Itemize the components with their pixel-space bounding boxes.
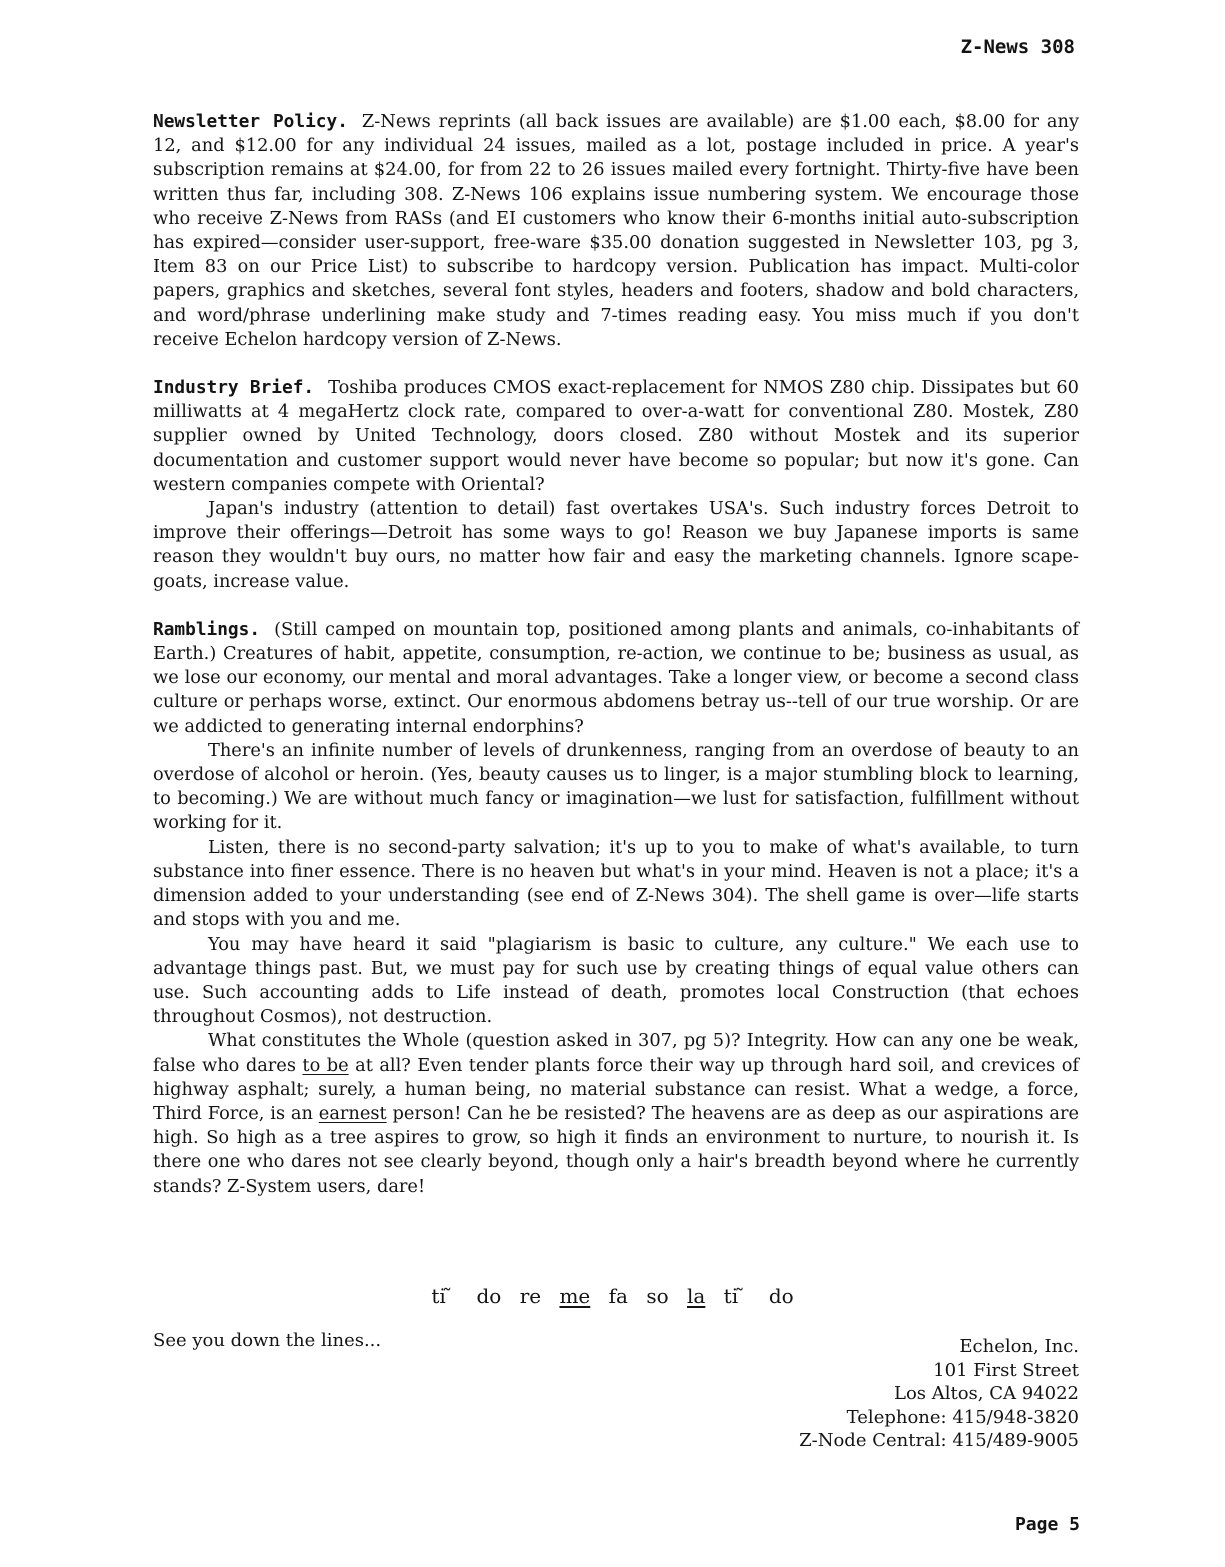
newsletter-body bbox=[153, 110, 1079, 1223]
solfege-syllable: ti ̃ bbox=[431, 1284, 459, 1308]
underlined-phrase: to be bbox=[302, 1054, 349, 1076]
solfege-syllable: do bbox=[476, 1284, 502, 1308]
page-number: Page 5 bbox=[1014, 1514, 1080, 1535]
solfege-syllable: re bbox=[519, 1284, 542, 1308]
ramblings-section bbox=[153, 618, 1079, 1199]
ramblings-paragraph-3: Listen, there is no second-party salvation; it's up to you to make of what's available, to turn substance into finer essence. There is no heaven but what's in your mind. Heaven is not a place; it's a dimension added to your understanding (see end of Z-News 304). The shell game is over—life starts and stops with you and me. bbox=[153, 836, 1079, 931]
ramblings-paragraph-4: You may have heard it said "plagiarism is basic to culture, any culture." We each use to advantage things past. But, we must pay for such use by creating things of equal value others can use. Such accounting adds to Life instead of death, promotes local Construction (that echoes throughout Cosmos), not destruction. bbox=[153, 933, 1079, 1028]
company-name: Echelon, Inc. bbox=[959, 1336, 1079, 1357]
znode-phone: Z-Node Central: 415/489-9005 bbox=[799, 1430, 1079, 1451]
telephone: Telephone: 415/948-3820 bbox=[846, 1406, 1079, 1428]
solfege-syllable: do bbox=[768, 1284, 794, 1308]
industry-brief-section bbox=[153, 376, 1079, 594]
solfege-line bbox=[0, 1284, 1225, 1308]
company-address bbox=[799, 1335, 1079, 1453]
signoff: See you down the lines... bbox=[153, 1330, 382, 1351]
paragraph-text: What constitutes the Whole (question asked in 307, pg 5)? Integrity. How can any one be weak, false who dares bbox=[153, 1030, 1079, 1076]
section-heading: Newsletter Policy. bbox=[153, 111, 348, 132]
paragraph-text: at all? Even tender plants force their way up through hard soil, and crevices of highway asphalt; surely, a human being, no material substance can resist. What a wedge, a force, Third Force, is an bbox=[153, 1054, 1079, 1124]
issue-header: Z-News 308 bbox=[960, 36, 1075, 58]
ramblings-paragraph-5 bbox=[153, 1029, 1079, 1198]
solfege-syllable: fa bbox=[608, 1284, 628, 1308]
newsletter-policy-section bbox=[153, 110, 1079, 352]
solfege-syllable: ti ̃ bbox=[723, 1284, 751, 1308]
paragraph-text: Z-News reprints (all back issues are available) are $1.00 each, $8.00 for any 12, and $12.00 for any individual 24 issues, mailed as a lot, postage included in price. A year's subscription remains at $24.00, for from 22 to 26 issues mailed every fortnight. Thirty-five have been written thus far, including 308. Z-News 106 explains issue numbering system. We encourage those who receive Z-News from RASs (and EI customers who know their 6-months initial auto-subscription has expired—consider user-support, free-ware $35.00 donation suggested in Newsletter 103, pg 3, Item 83 on our Price List) to subscribe to hardcopy version. Publication has impact. Multi-color papers, graphics and sketches, several font styles, headers and footers, shadow and bold characters, and word/phrase underlining make study and 7-times reading easy. You miss much if you don't receive Echelon hardcopy version of Z-News. bbox=[153, 111, 1079, 350]
newsletter-policy-paragraph bbox=[153, 110, 1079, 352]
street-address: 101 First Street bbox=[933, 1359, 1079, 1381]
section-heading: Ramblings. bbox=[153, 618, 261, 640]
underlined-word: earnest bbox=[318, 1102, 387, 1124]
section-heading: Industry Brief. bbox=[153, 377, 315, 399]
industry-brief-paragraph bbox=[153, 376, 1079, 497]
paragraph-text: (Still camped on mountain top, positioned among plants and animals, co-inhabitants of Earth.) Creatures of habit, appetite, consumption, re-action, we continue to be; business as usual, as we lose our economy, our mental and moral advantages. Take a longer view, or become a second class culture or perhaps worse, extinct. Our enormous abdomens betray us--tell of our true worship. Or are we addicted to generating internal endorphins? bbox=[153, 618, 1079, 737]
solfege-syllable: la bbox=[686, 1284, 706, 1308]
ramblings-paragraph bbox=[153, 618, 1079, 739]
solfege-syllable: so bbox=[646, 1284, 669, 1308]
solfege-syllable: me bbox=[559, 1284, 591, 1308]
ramblings-paragraph-2: There's an infinite number of levels of drunkenness, ranging from an overdose of beauty to an overdose of alcohol or heroin. (Yes, beauty causes us to linger, is a major stumbling block to learning, to becoming.) We are without much fancy or imagination—we lust for satisfaction, fulfillment without working for it. bbox=[153, 739, 1079, 834]
paragraph-text: person! Can he be resisted? The heavens are as deep as our aspirations are high. So high as a tree aspires to grow, so high it finds an environment to nurture, to nourish it. Is there one who dares not see clearly beyond, though only a hair's breadth beyond where he currently stands? Z-System users, dare! bbox=[153, 1102, 1080, 1197]
industry-brief-paragraph-2: Japan's industry (attention to detail) fast overtakes USA's. Such industry forces Detroit to improve their offerings—Detroit has some ways to go! Reason we buy Japanese imports is same reason they wouldn't buy ours, no matter how fair and easy the marketing channels. Ignore scape-goats, increase value. bbox=[153, 498, 1079, 592]
paragraph-text: Toshiba produces CMOS exact-replacement for NMOS Z80 chip. Dissipates but 60 milliwatts at 4 megaHertz clock rate, compared to over-a-watt for conventional Z80. Mostek, Z80 supplier owned by United Technology, doors closed. Z80 without Mostek and its superior documentation and customer support would never have become so popular; but now it's gone. Can western companies compete with Oriental? bbox=[153, 377, 1079, 495]
city-state-zip: Los Altos, CA 94022 bbox=[893, 1383, 1079, 1404]
